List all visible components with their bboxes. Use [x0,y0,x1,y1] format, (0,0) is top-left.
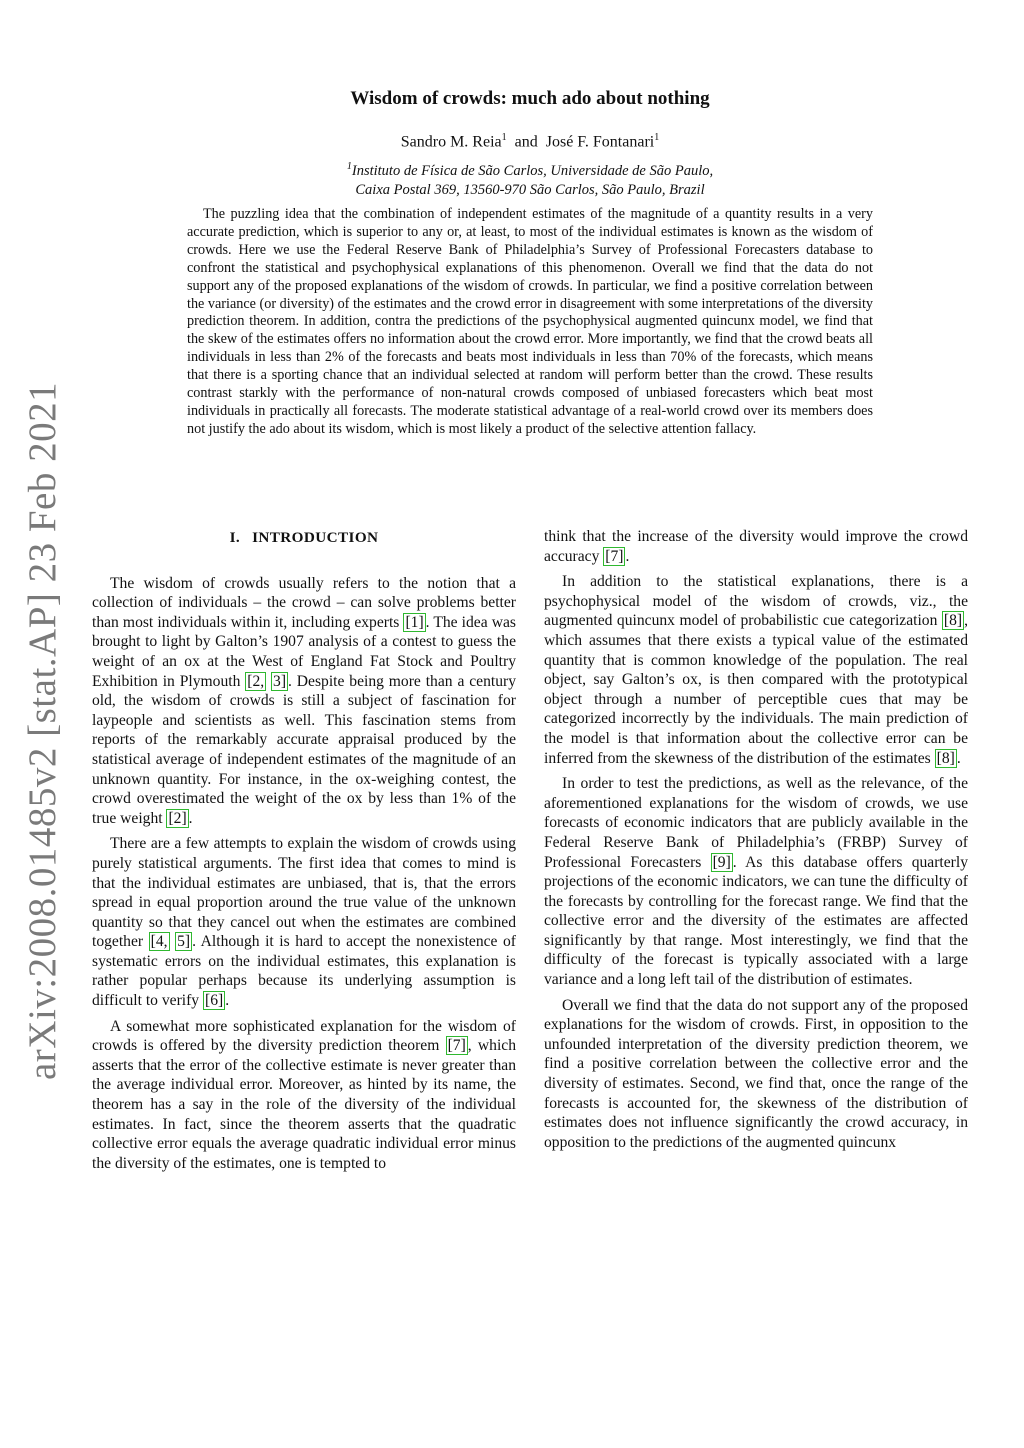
paragraph: think that the increase of the diversity would improve the crowd accuracy [7] . [544,528,968,565]
paper-title: Wisdom of crowds: much ado about nothing [350,88,710,109]
section-heading [92,528,516,548]
section-title: INTRODUCTION [252,529,379,546]
paragraph: A somewhat more sophisticated explanation for the wisdom of crowds is offered by the diversity prediction theorem [7] , which asserts that the error of the collective estimate is never greater than the average individual error. Moreover, as hinted by its name, the theorem has a say in the role of the diversity of the individual estimates. In fact, since the theorem asserts that the quadratic collective error equals the average quadratic individual error minus the diversity of the estimates, one is tempted to [92,1017,517,1172]
citation-link[interactable]: [1] [405,613,424,631]
paragraph: There are a few attempts to explain the wisdom of crowds using purely statistical arguments. The first idea that comes to mind is that the individual estimates are unbiased, that is, that the errors spread in equal proportion around the true value of the unknown quantity so that they cancel out when the estimates are combined together [4, 5] . Although it is hard to accept the nonexistence of systematic errors on the individual estimates, this explanation is rather popular perhaps because its underlying assumption is difficult to verify [6] . [92,835,516,1010]
citation-link[interactable]: 3] [273,672,287,690]
author-name: José F. Fontanari [545,133,655,151]
author-list [0,132,1024,151]
citation-link[interactable]: [8] [943,612,963,630]
author-conjunction: and [514,133,538,151]
citation-link[interactable]: [6] [205,992,224,1010]
left-column [92,526,516,1179]
section-number: I. [229,529,241,546]
abstract [187,206,873,439]
abstract-text: The puzzling idea that the combination of independent estimates of the magnitude of a quantity results in a very accurate prediction, which is superior to any or, at least, to most of the individual estimates is known as the wisdom of crowds. Here we use the Federal Reserve Bank of Philadelphia’s Survey of Professional Forecasters database to confront the statistical and psychophysical explanations of this phenomenon. Overall we find that the data do not support any of the proposed explanations of the wisdom of crowds. In particular, we find a positive correlation between the variance (or diversity) of the estimates and the crowd error in disagreement with some interpretations of the diversity prediction theorem. In addition, contra the predictions of the psychophysical augmented quincunx model, we find that the skew of the estimates offers no information about the crowd error. More importantly, we find that the crowd beats all individuals in less than 2% of the forecasts and beats most individuals in less than 70% of the forecasts, which means that there is a sporting chance that an individual selected at random will perform better than the crowd. These results contrast starkly with the performance of non-natural crowds composed of unbiased forecasters which beat most individuals in practically all forecasts. The moderate statistical advantage of a real-world crowd over its members does not justify the ado about its wisdom, which is most likely a product of the selective attention fallacy. [187,206,873,437]
citation-link[interactable]: [2] [168,809,187,827]
affiliation-marker: 1 [654,132,660,143]
right-column [544,527,968,1158]
affiliation-marker: 1 [501,132,507,143]
paragraph: In addition to the statistical explanations, there is a psychophysical model of the wisdom of crowds, viz., the augmented quincunx model of probabilistic cue categorization [8] , which assumes that there exists a typical value of the estimated quantity that is common knowledge of the population. The real object, say Galton’s ox, is then compared with the prototypical object through a number of perceptible cues that may be categorized incorrectly by the individuals. The main prediction of the model is that information about the collective error can be inferred from the skewness of the distribution of the estimates [8] . [544,573,968,767]
citation-link[interactable]: [7] [605,547,624,565]
citation-link[interactable]: [8] [936,749,955,767]
citation-link[interactable]: [7] [447,1037,466,1055]
paragraph: In order to test the predictions, as well as the relevance, of the aforementioned explanations for the wisdom of crowds, we use forecasts of economic indicators that are publicly available in the Federal Reserve Bank of Philadelphia’s (FRBP) Survey of Professional Forecasters [9] . As this database offers quarterly projections of the economic indicators, we can tune the difficulty of the forecasts by controlling for the forecast range. We find that the collective error and the diversity of the estimates are affected significantly by that range. Most interestingly, we find that the difficulty of the forecast is typically associated with a large variance and a long left tail of the distribution of estimates. [544,775,968,989]
arxiv-identifier-stamp: arXiv:2008.01485v2 [stat.AP] 23 Feb 2021 [21,381,64,1080]
affiliation-marker: 1 [346,161,352,172]
citation-link[interactable]: [2, [247,672,265,690]
paragraph: The wisdom of crowds usually refers to the notion that a collection of individuals – the crowd – can solve problems better than most individuals within it, including experts [1] . The idea was brought to light by Galton’s 1907 analysis of a contest to guess the weight of an ox at the West of England Fat Stock and Poultry Exhibition in Plymouth [2, 3] . Despite being more than a century old, the wisdom of crowds is still a subject of fascination for laypeople and scientists as well. This fascination stems from reports of the remarkably accurate appraisal produced by the statistical average of independent estimates of the magnitude of an unknown quantity. For instance, in the ox-weighing contest, the crowd overestimated the weight of the ox by less than 1% of the true weight [2] . [92,574,516,827]
citation-link[interactable]: [9] [712,853,731,871]
affiliation [0,157,1024,200]
paragraph: Overall we find that the data do not support any of the proposed explanations for the wisdom of crowds. First, in opposition to the unfounded interpretation of the diversity prediction theorem, we find a positive correlation between the collective error and the diversity of estimates. Second, we find that, once the range of the forecasts is accounted for, the skewness of the distribution of estimates does not influence significantly the crowd accuracy, in opposition to the predictions of the augmented quincunx [544,996,968,1151]
citation-link[interactable]: [4, [150,933,168,951]
citation-link[interactable]: 5] [177,933,191,951]
affiliation-line: Caixa Postal 369, 13560-970 São Carlos, São Paulo, Brazil [355,181,705,198]
author-name: Sandro M. Reia [400,133,502,151]
affiliation-line: $^1$Instituto de Física de São Carlos, Universidade de São Paulo, [346,161,714,179]
